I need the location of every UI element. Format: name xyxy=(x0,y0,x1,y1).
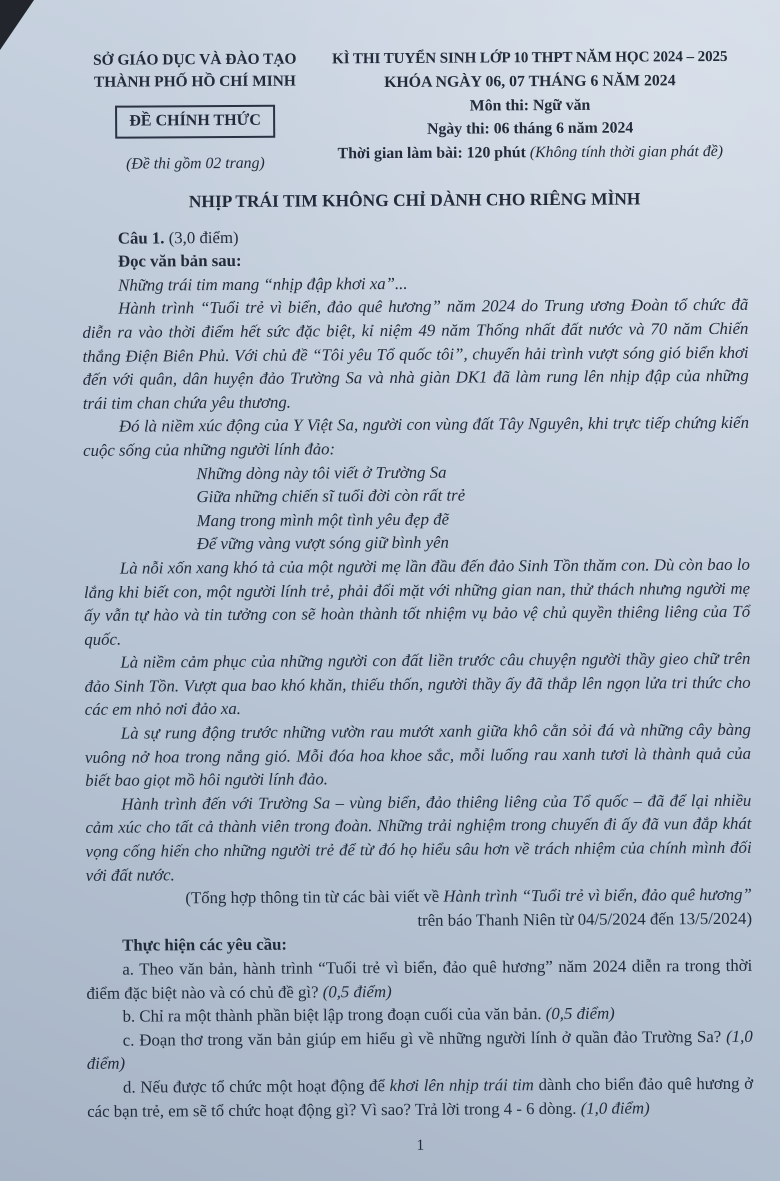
reading-passage xyxy=(82,270,752,935)
source-prefix: (Tổng hợp thông tin từ các bài viết về xyxy=(185,886,440,908)
question1-points: (3,0 điểm) xyxy=(168,227,239,247)
passage-paragraph: Hành trình đến với Trường Sa – vùng biển, đảo thiêng liêng của Tổ quốc – đã để lại nhiều cảm xúc cho tất cả thành viên trong đoàn. Những trải nghiệm trong chuyến đi ấy đã vun đắp khát vọng cống hiến cho những người trẻ để từ đó họ hiểu sâu hơn về trách nhiệm của chính mình đối với đất nước. xyxy=(85,790,752,885)
exam-title: KÌ THI TUYỂN SINH LỚP 10 THPT NĂM HỌC 2024 – 2025 xyxy=(332,48,728,68)
poem-line: Mang trong mình một tình yêu đẹp đẽ xyxy=(196,509,450,530)
official-exam-box xyxy=(115,105,275,139)
poem-line: Giữa những chiến sĩ tuổi đời còn rất trẻ xyxy=(196,485,466,507)
poem-line: Để vững vàng vượt sóng giữ bình yên xyxy=(196,532,449,554)
task-d-text-pre: Nếu được tổ chức một hoạt động để xyxy=(140,1076,385,1097)
official-exam-label: ĐỀ CHÍNH THỨC xyxy=(129,111,261,130)
exam-date: Ngày thi: 06 tháng 6 năm 2024 xyxy=(426,119,634,138)
exam-info-block xyxy=(309,46,748,166)
task-d-text-italic: khơi lên nhịp trái tim xyxy=(389,1075,534,1095)
exam-session: KHÓA NGÀY 06, 07 THÁNG 6 NĂM 2024 xyxy=(384,72,676,92)
issuer-line1: SỞ GIÁO DỤC VÀ ĐÀO TẠO xyxy=(93,50,297,69)
question1-label: Câu 1. xyxy=(117,227,165,248)
task-d-label: d. xyxy=(122,1077,136,1097)
page-number: 1 xyxy=(416,1136,425,1155)
tasks-heading: Thực hiện các yêu cầu: xyxy=(122,935,288,956)
passage-intro: Những trái tim mang “nhịp đập khơi xa”... xyxy=(118,273,408,295)
task-a-text: Theo văn bản, hành trình “Tuổi trẻ vì biển, đảo quê hương” năm 2024 diễn ra trong thời điểm đặc biệt nào và có chủ đề gì? xyxy=(86,955,753,1003)
task-d-text-post: dành cho biển đảo quê hương ở các bạn trẻ, em sẽ tổ chức hoạt động gì? Vì sao? Trả lời trong 4 - 6 dòng. xyxy=(87,1073,754,1121)
task-a xyxy=(86,954,752,1005)
task-c-text: Đoạn thơ trong văn bản giúp em hiểu gì về những người lính ở quần đảo Trường Sa? xyxy=(139,1026,722,1050)
exam-subject: Môn thi: Ngữ văn xyxy=(469,96,591,115)
passage-paragraph: Là niềm cảm phục của những người con đất liền trước câu chuyện người thầy gieo chữ trên đảo Sinh Tồn. Vượt qua bao khó khăn, thiếu thốn, người thầy ấy đã thắp lên ngọn lửa tri thức cho các em nhỏ nơi đảo xa. xyxy=(84,649,751,720)
passage-title: NHỊP TRÁI TIM KHÔNG CHỈ DÀNH CHO RIÊNG MÌNH xyxy=(188,188,641,212)
task-c-label: c. xyxy=(122,1030,135,1050)
source-work-title: Hành trình “Tuổi trẻ vì biển, đảo quê hương” xyxy=(443,885,752,906)
task-b-points: (0,5 điểm) xyxy=(545,1003,615,1024)
exam-duration-note: (Không tính thời gian phát đề) xyxy=(529,142,724,161)
exam-duration xyxy=(313,139,747,165)
pages-note: (Đề thi gồm 02 trang) xyxy=(126,154,265,173)
task-b-label: b. xyxy=(122,1006,136,1026)
issuer-block xyxy=(81,48,310,175)
task-c xyxy=(87,1025,753,1076)
passage-paragraph: Là sự rung động trước những vườn rau mướt xanh giữa khô cằn sỏi đá và những cây bàng vuông nở hoa trong nắng gió. Mỗi đóa hoa khoe sắc, mỗi luống rau xanh tươi là thành quả của biết bao giọt mồ hôi người lính đảo. xyxy=(84,719,752,791)
exam-header xyxy=(81,46,748,176)
poem-block xyxy=(196,458,750,556)
tasks-list xyxy=(86,954,753,1123)
poem-line: Những dòng này tôi viết ở Trường Sa xyxy=(196,462,447,483)
task-b-text: Chỉ ra một thành phần biệt lập trong đoạn cuối của văn bản. xyxy=(139,1004,542,1026)
read-instruction: Đọc văn bản sau: xyxy=(117,251,242,271)
task-d xyxy=(87,1072,753,1123)
passage-paragraph: Đó là niềm xúc động của Y Việt Sa, người con vùng đất Tây Nguyên, khi trực tiếp chứng kiến cuộc sống của những người lính đảo: xyxy=(83,413,750,460)
passage-source-line2: trên báo Thanh Niên từ 04/5/2024 đến 13/5/2024) xyxy=(417,908,753,930)
task-a-points: (0,5 điểm) xyxy=(322,981,392,1002)
passage-paragraph: Là nỗi xốn xang khó tả của một người mẹ lần đầu đến đảo Sinh Tồn thăm con. Dù còn bao lo lắng khi biết con, một người lính trẻ, phải đối mặt với những gian nan, thử thách nhưng người mẹ ấy vẫn tự hào và tin tưởng con sẽ hoàn thành tốt nhiệm vụ bảo vệ chủ quyền thiêng liêng của Tổ quốc. xyxy=(83,554,751,649)
task-a-label: a. xyxy=(122,959,135,979)
task-c-points: (1,0 điểm) xyxy=(86,1026,753,1074)
exam-duration-main: Thời gian làm bài: 120 phút xyxy=(337,143,526,162)
passage-paragraph: Hành trình “Tuổi trẻ vì biển, đảo quê hương” năm 2024 do Trung ương Đoàn tổ chức đã diễn ra vào thời điểm hết sức đặc biệt, kỉ niệm 49 năm Thống nhất đất nước và 70 năm Chiến thắng Điện Biên Phủ. Với chủ đề “Tôi yêu Tổ quốc tôi”, chuyến hải trình vượt sóng gió biển khơi đến với quân, dân huyện đảo Trường Sa và nhà giàn DK1 đã làm rung lên nhịp đập của những trái tim chan chứa yêu thương. xyxy=(82,295,749,413)
issuer-line2: THÀNH PHỐ HỒ CHÍ MINH xyxy=(93,72,296,91)
task-d-points: (1,0 điểm) xyxy=(580,1097,650,1118)
